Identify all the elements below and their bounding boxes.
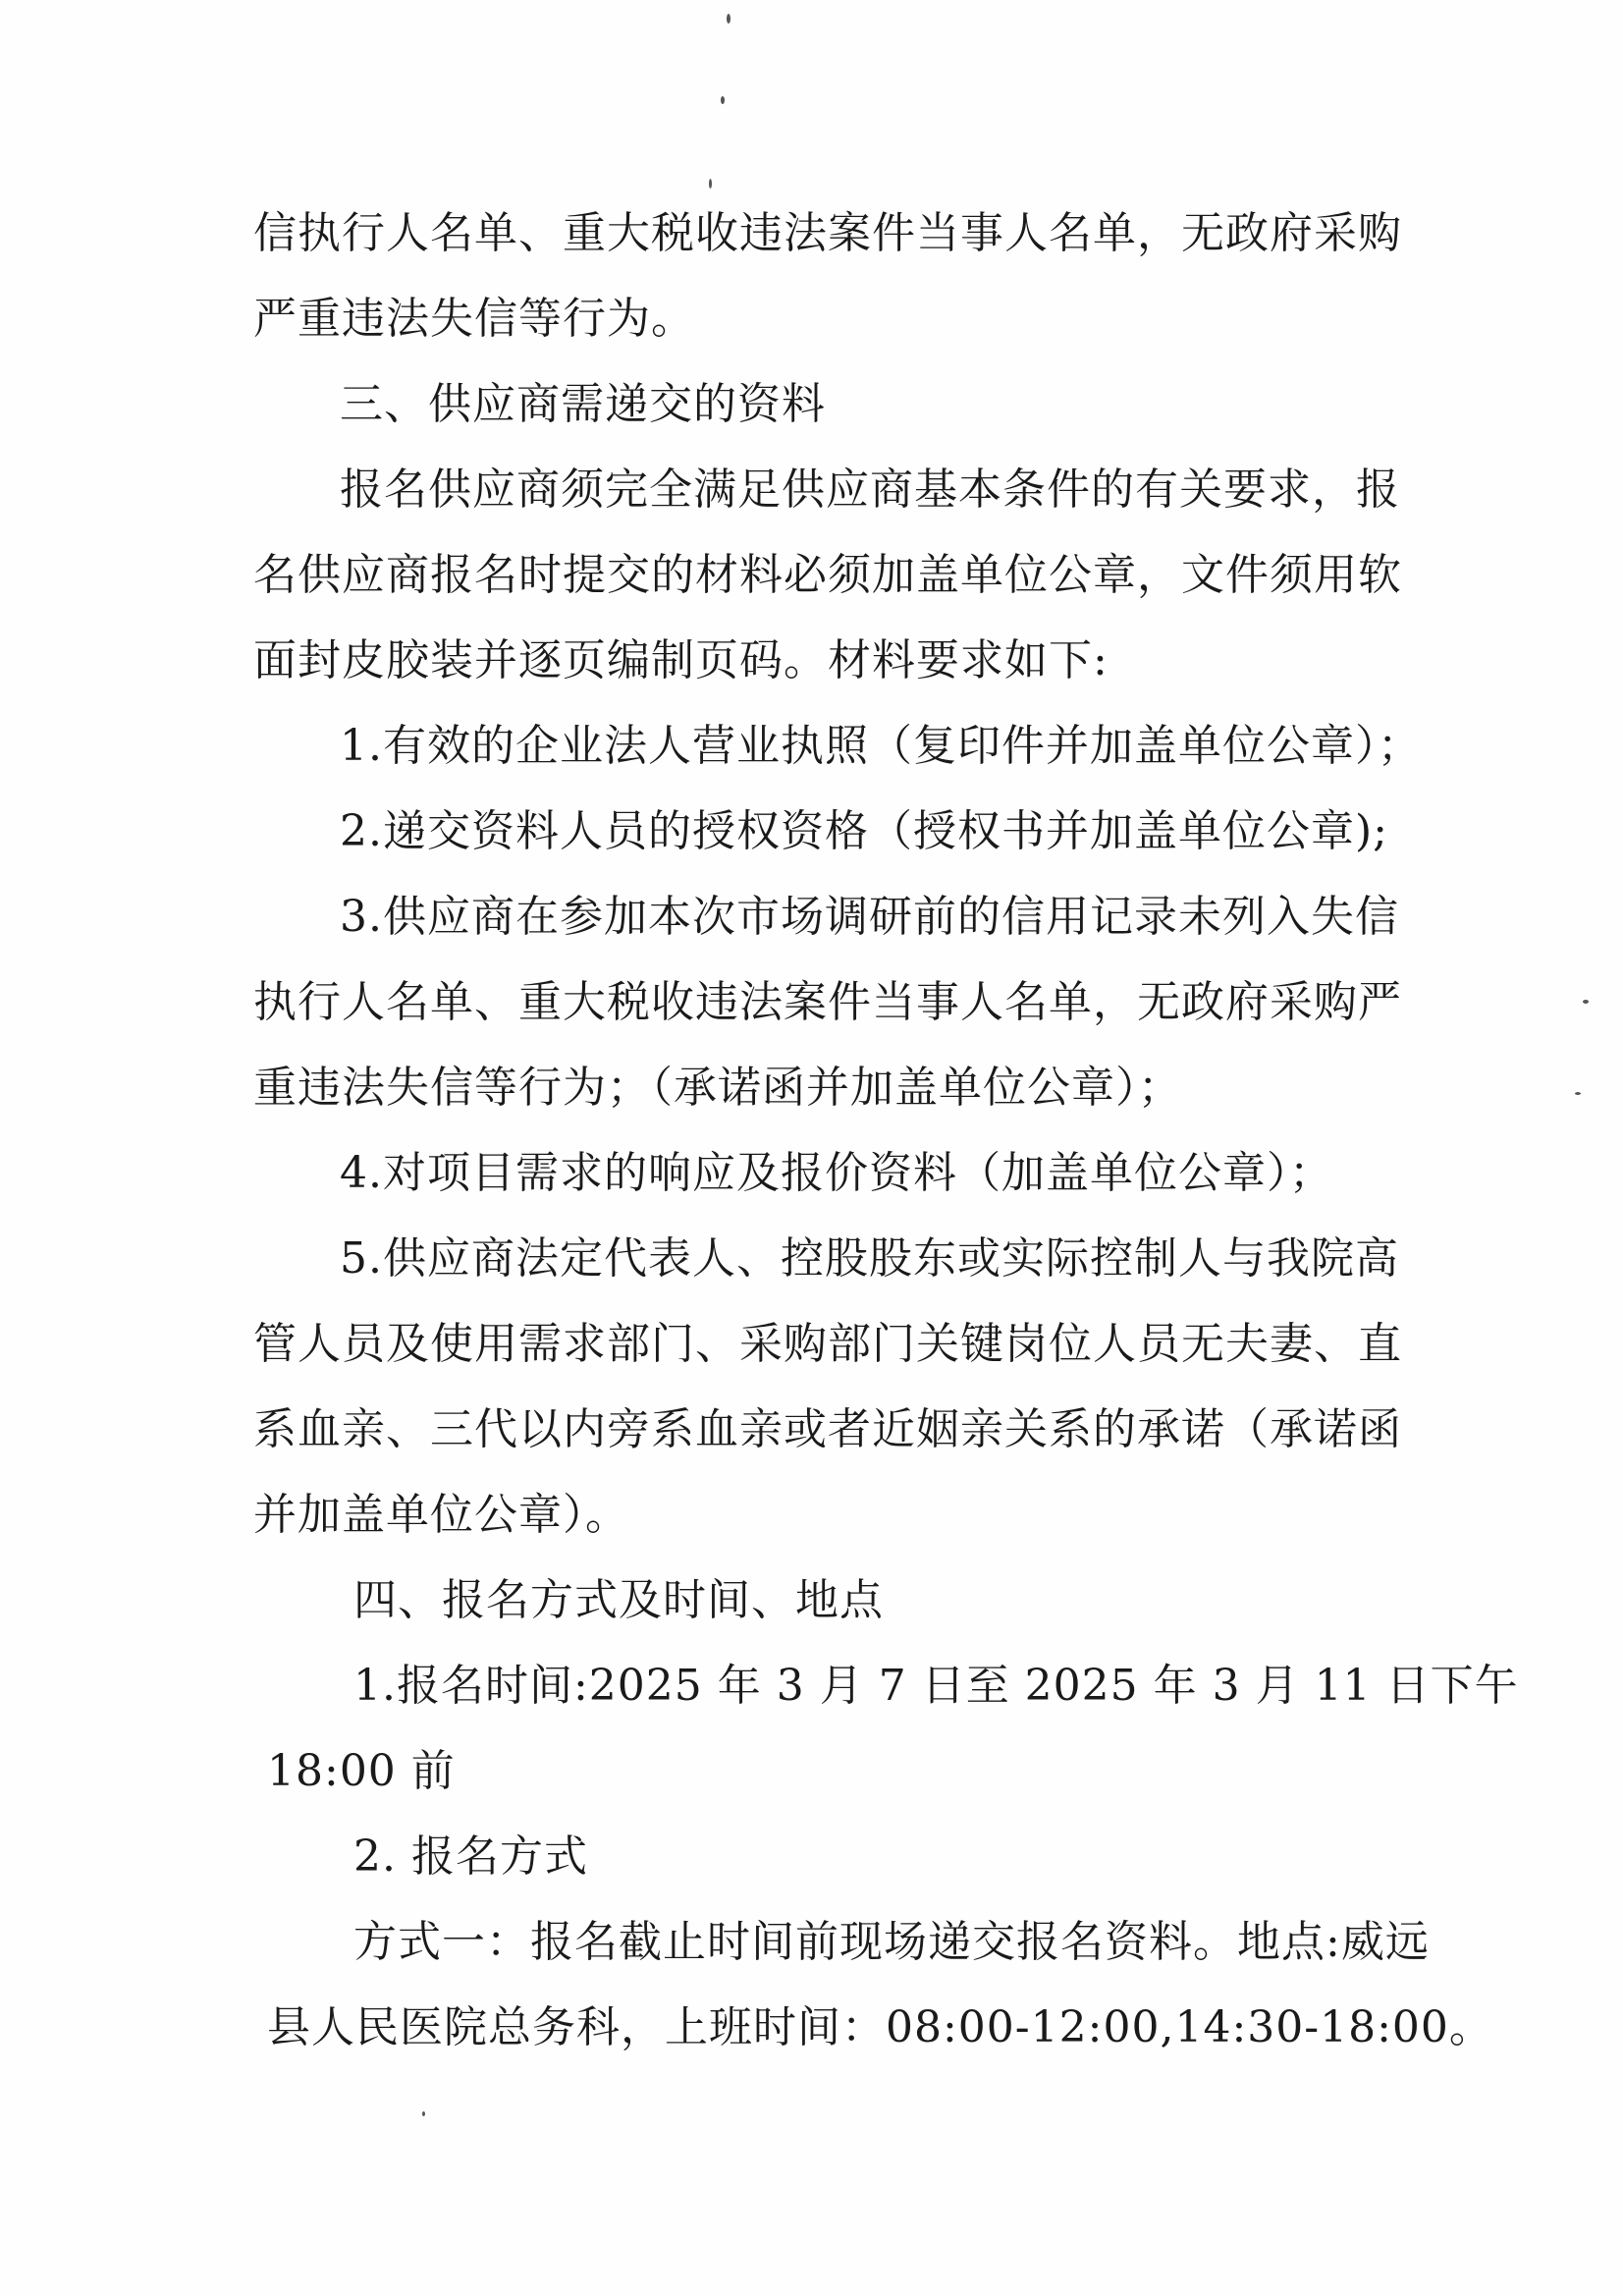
scan-speck [422, 2111, 425, 2116]
paragraph-line: 严重违法失信等行为。 [253, 294, 695, 344]
list-item: 1.有效的企业法人营业执照（复印件并加盖单位公章）； [340, 721, 1422, 771]
list-item: 重违法失信等行为；（承诺函并加盖单位公章）； [253, 1063, 1182, 1113]
list-item: 2.递交资料人员的授权资格（授权书并加盖单位公章); [340, 806, 1388, 856]
paragraph-line: 名供应商报名时提交的材料必须加盖单位公章，文件须用软 [253, 550, 1402, 600]
section-heading: 三、供应商需递交的资料 [340, 379, 826, 429]
scan-speck [709, 179, 712, 189]
scan-speck [721, 96, 725, 104]
paragraph-line: 县人民医院总务科，上班时间：08:00-12:00,14:30-18:00。 [267, 2002, 1493, 2052]
list-item: 系血亲、三代以内旁系血亲或者近姻亲关系的承诺（承诺函 [253, 1404, 1402, 1454]
paragraph-line: 方式一：报名截止时间前现场递交报名资料。地点:威远 [353, 1917, 1430, 1967]
list-item: 并加盖单位公章）。 [253, 1490, 629, 1540]
section-heading: 四、报名方式及时间、地点 [353, 1575, 884, 1625]
paragraph-line: 面封皮胶装并逐页编制页码。材料要求如下: [253, 635, 1109, 685]
scan-speck [727, 14, 730, 24]
scan-speck [1583, 1000, 1589, 1004]
list-item: 2. 报名方式 [353, 1831, 588, 1882]
list-item: 1.报名时间:2025 年 3 月 7 日至 2025 年 3 月 11 日下午 [353, 1661, 1519, 1711]
scan-speck [1575, 1092, 1581, 1095]
list-item: 执行人名单、重大税收违法案件当事人名单，无政府采购严 [253, 977, 1402, 1027]
list-item: 18:00 前 [267, 1746, 456, 1796]
list-item: 5.供应商法定代表人、控股股东或实际控制人与我院高 [340, 1233, 1399, 1284]
list-item: 4.对项目需求的响应及报价资料（加盖单位公章）； [340, 1148, 1333, 1198]
paragraph-line: 报名供应商须完全满足供应商基本条件的有关要求，报 [340, 465, 1400, 515]
list-item: 管人员及使用需求部门、采购部门关键岗位人员无夫妻、直 [253, 1319, 1402, 1369]
list-item: 3.供应商在参加本次市场调研前的信用记录未列入失信 [340, 892, 1399, 942]
paragraph-line: 信执行人名单、重大税收违法案件当事人名单，无政府采购 [253, 208, 1402, 258]
